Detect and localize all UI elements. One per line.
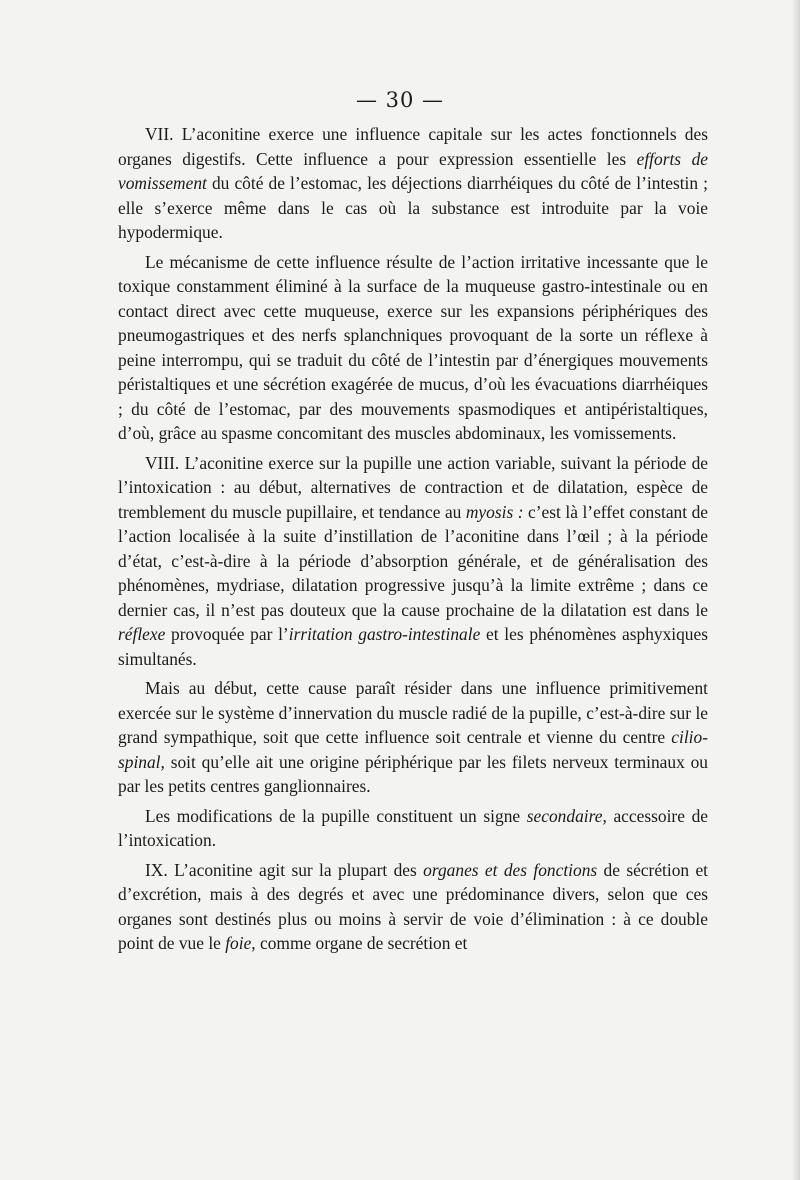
- page-edge-shadow: [792, 0, 800, 1180]
- paragraph-text: et les phénomènes asphyxiques simultanés.: [118, 624, 708, 669]
- emphasis-text: organes et des fonctions: [423, 859, 598, 880]
- paragraph-text: L’aconitine agit sur la plupart des: [167, 859, 424, 880]
- paragraph-viii: [118, 451, 708, 672]
- paragraph-modifications: [118, 804, 708, 853]
- emphasis-text: secondaire,: [526, 805, 607, 826]
- paragraph-text: soit qu’elle ait une origine périphérique par les filets nerveux terminaux ou par les petits centres ganglionnaires.: [118, 751, 708, 796]
- emphasis-text: irritation gastro-intestinale: [288, 624, 481, 644]
- paragraph-text: comme organe de secrétion et: [255, 933, 468, 953]
- page-number: — 30 —: [355, 88, 445, 112]
- paragraph-text: accessoire de l’intoxication.: [118, 805, 708, 850]
- paragraph-ix: [118, 858, 708, 956]
- emphasis-text: efforts de vomissement: [118, 148, 708, 193]
- paragraph-text: Les modifications de la pupille constituent un signe: [145, 805, 527, 826]
- emphasis-text: foie,: [225, 933, 256, 953]
- paragraph-text: du côté de l’estomac, les déjections diarrhéiques du côté de l’intestin ; elle s’exerce même dans le cas où la substance est introduite par la voie hypodermique.: [118, 173, 708, 242]
- body-text: [118, 122, 708, 961]
- paragraph-text: provoquée par l’: [165, 624, 289, 644]
- paragraph-text: L’aconitine exerce une influence capitale sur les actes fonctionnels des organes digestifs. Cette influence a pour expression essentielle les: [118, 124, 708, 169]
- section-number-vii: VII.: [145, 124, 174, 144]
- paragraph-mecanisme: Le mécanisme de cette influence résulte de l’action irritative incessante que le toxique constamment éliminé à la surface de la muqueuse gastro-intestinale ou en contact direct avec cette muqueuse, exerce sur les expansions périphériques des pneumogastriques et des nerfs splanchniques provoquant de la sorte un réflexe à peine interrompu, qui se traduit du côté de l’intestin par d’énergiques mouvements péristaltiques et une sécrétion exagérée de mucus, d’où les évacuations diarrhéiques ; du côté de l’estomac, par des mouvements spasmodiques et antipéristaltiques, d’où, grâce au spasme concomitant des muscles abdominaux, les vomissements.: [118, 251, 708, 443]
- paragraph-text: c’est là l’effet constant de l’action localisée à la suite d’instillation de l’aconitine dans l’œil ; à la période d’état, c’est-à-dire à la période d’absorption générale, et de généralisation des phénomènes, mydriase, dilatation progressive jusqu’à la limite extrême ; dans ce dernier cas, il n’est pas douteux que la cause prochaine de la dilatation est dans le: [118, 501, 709, 620]
- paragraph-vii: [118, 122, 708, 245]
- paragraph-debut: [118, 676, 708, 799]
- paragraph-text: Mais au début, cette cause paraît résider dans une influence primitivement exercée sur le système d’innervation du muscle radié de la pupille, c’est-à-dire sur le grand sympathique, soit que cette influence soit centrale et vienne du centre: [118, 678, 708, 747]
- emphasis-text: myosis :: [465, 501, 524, 522]
- section-number-viii: VIII.: [145, 452, 180, 473]
- paragraph-text: de sécrétion et d’excrétion, mais à des degrés et avec une prédominance divers, selon que ces organes sont destinés plus ou moins à servir de voie d’élimination : à ce double point de vue le: [118, 859, 709, 953]
- emphasis-text: cilio-spinal,: [118, 727, 708, 772]
- section-number-ix: IX.: [145, 859, 168, 880]
- paragraph-text: L’aconitine exerce sur la pupille une action variable, suivant la période de l’intoxication : au début, alternatives de contraction et de dilatation, espèce de tremblement du muscle pupillaire, et tendance au: [118, 452, 708, 522]
- emphasis-text: réflexe: [118, 624, 166, 644]
